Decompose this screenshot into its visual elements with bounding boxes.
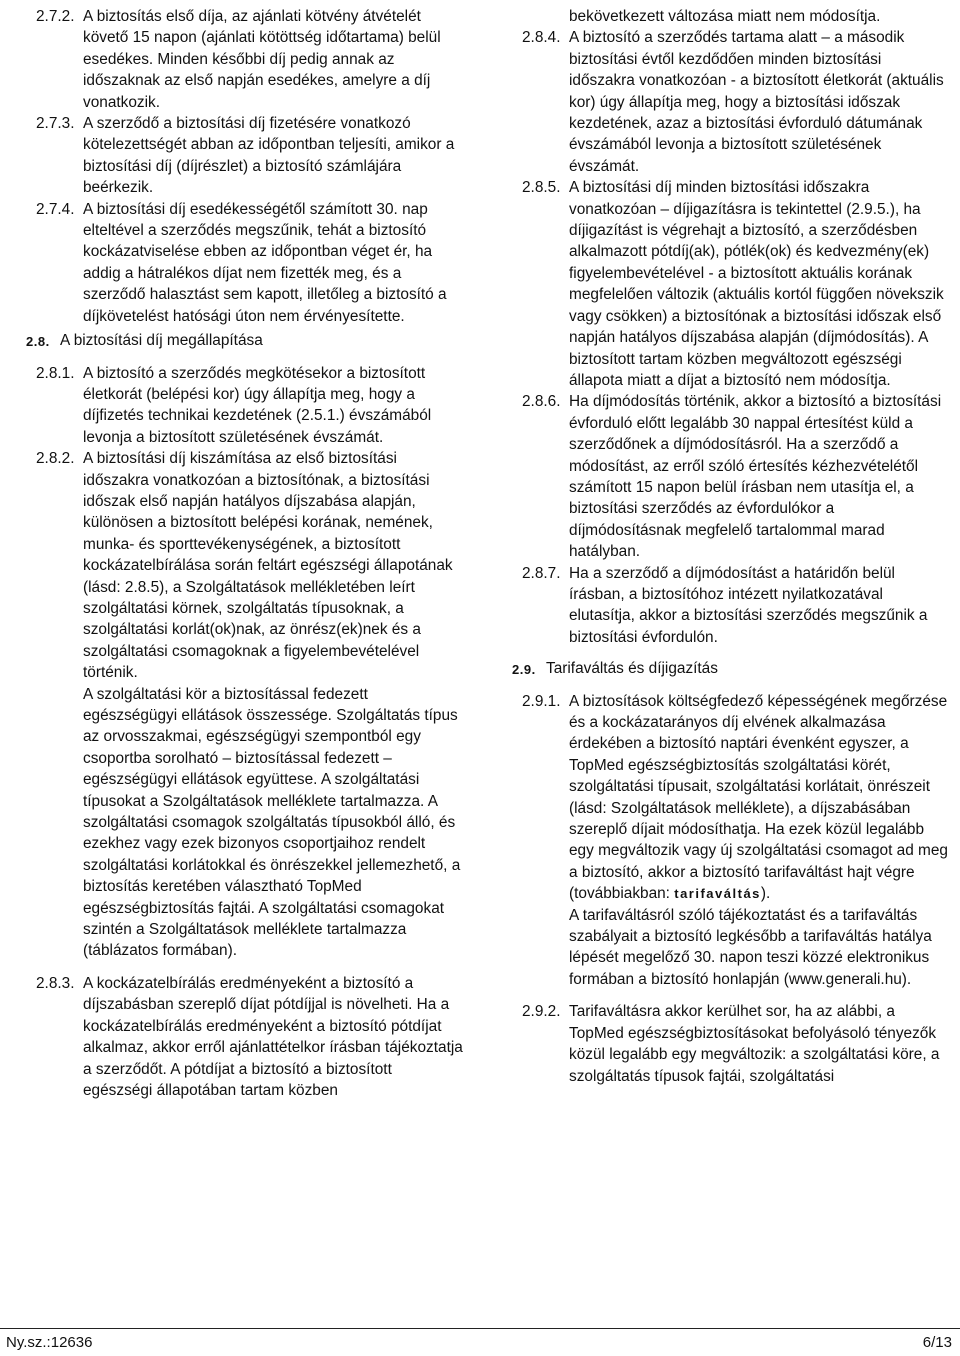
section-2-9 bbox=[512, 658, 950, 680]
clause-2-9-1 bbox=[522, 691, 950, 991]
clause-number: 2.7.2. bbox=[36, 8, 75, 25]
right-column bbox=[512, 6, 950, 1087]
clause-text: A biztosítási díj minden biztosítási időszakra vonatkozóan – díjigazításra is tekintettel (2.9.5.), ha díjigazítást is végrehajt a biztosító, a szerződésben alkalmazott pótdíj(ak), pótlék(ok) és kedvezmény(ek) figyelembevételével - a biztosított aktuális korának megfelelően változik (aktuális kortól függően növekszik vagy csökken) a biztosítónak a biztosítási időszak első napján hatályos díjszabása alapján (díjmódosítás). A biztosított tartam közben megváltozott egészségi állapota miatt a díjat a biztosító nem módosítja. bbox=[569, 179, 944, 389]
section-number: 2.9. bbox=[512, 662, 536, 678]
clause-text: bekövetkezett változása miatt nem módosítja. bbox=[569, 8, 881, 25]
document-id: Ny.sz.:12636 bbox=[6, 1334, 93, 1351]
clause-text: A biztosítás első díja, az ajánlati kötvény átvételét követő 15 napon (ajánlati kötöttség időtartama) belül esedékes. Minden későbbi díj pedig annak az időszaknak az első napján esedékes, amelyre a díj vonatkozik. bbox=[83, 8, 441, 111]
clause-text: A biztosítási díj kiszámítása az első biztosítási időszakra vonatkozóan a biztosítónak, a biztosítási időszak első napján hatályos díjszabása alapján, különösen a biztosított belépési korának, nemének, munka- és sporttevékenységének, a biztosított kockázatelbírálása során feltárt egészségi állapotának (lásd: 2.8.5), a Szolgáltatások mellékletében leírt szolgáltatási körnek, szolgáltatás típusoknak, a szolgáltatási korlát(ok)nak, az önrész(ek)nek és a szolgáltatási csomagoknak a figyelembevételével történik. bbox=[83, 450, 453, 682]
clause-text: A szerződő a biztosítási díj fizetésére vonatkozó kötelezettségét abban az időpontban teljesíti, amikor a biztosítási díj (díjrészlet) a biztosító számlájára beérkezik. bbox=[83, 115, 455, 197]
clause-2-8-1 bbox=[36, 363, 464, 449]
clause-text: Tarifaváltásra akkor kerülhet sor, ha az alábbi, a TopMed egészségbiztosításokat befolyásoló tényezők közül legalább egy megváltozik: a szolgáltatási köre, a szolgáltatás típusok fajtái, szolgáltatási bbox=[569, 1003, 940, 1085]
clause-text-part: A biztosítások költségfedező képességének megőrzése és a kockázatarányos díj elvének alkalmazása érdekében a biztosító naptári évenként egyszer, a TopMed egészségbiztosítás szolgáltatási körét, szolgáltatási típusait, szolgáltatási korlátait, önrészeit (lásd: Szolgáltatások melléklete), a díjszabásában szereplő díjait módosíthatja. Ha ezek közül legalább egy megváltozik vagy új szolgáltatási csomagot ad meg a biztosító, akkor a biztosító tarifaváltást hajt végre (továbbiakban: bbox=[569, 692, 948, 903]
clause-text: A biztosítási díj esedékességétől számított 30. nap elteltével a szerződés megszűnik, tehát a biztosító kockázatviselése ebben az időpontban véget ér, ha addig a hátralékos díjat nem fizették meg, és a szerződő halasztást sem kapott, illetőleg a biztosító a díjkövetelést hatósági úton nem érvényesítette. bbox=[83, 200, 447, 325]
clause-number: 2.8.6. bbox=[522, 393, 561, 411]
clause-number: 2.9.1. bbox=[522, 692, 561, 710]
section-title: Tarifaváltás és díjigazítás bbox=[546, 660, 718, 678]
clause-text: A kockázatelbírálás eredményeként a biztosító a díjszabásban szereplő díjat pótdíjjal is növelheti. Ha a kockázatelbírálás eredményeként a biztosító pótdíjat alkalmaz, akkor erről ajánlattételkor írásban tájékoztatja a szerződőt. A pótdíjat a biztosító a biztosított egészségi állapotában tartam közben bbox=[83, 974, 463, 1099]
clause-text-continued: A szolgáltatási kör a biztosítással fedezett egészségügyi ellátások összessége. Szolgáltatás típus az orvosszakmai, egészségügyi szempontból egy csoportba sorolható – biztosítással fedezett – egészségügyi ellátások együttese. A szolgáltatási típusokat a Szolgáltatások melléklete tartalmazza. A szolgáltatási csomagok szolgáltatás típusokból álló, és ezekhez vagy ezek bizonyos csoportjaihoz rendelt szolgáltatási korlátokkal és önrészekkel jellemezhető, a biztosítás keretében választható TopMed egészségbiztosítás fajtái. A szolgáltatási csomagokat szintén a Szolgáltatások melléklete tartalmazza (táblázatos formában). bbox=[83, 685, 461, 960]
page-number: 6/13 bbox=[922, 1334, 952, 1351]
clause-2-8-4 bbox=[522, 27, 950, 177]
clause-number: 2.7.3. bbox=[36, 115, 75, 133]
clause-continuation bbox=[522, 6, 950, 27]
clause-text: Ha díjmódosítás történik, akkor a biztosító a biztosítási évforduló előtt legalább 30 nappal értesítést küld a szerződőnek a díjmódosításról. Ha a szerződő a módosítást, az erről szóló értesítés kézhezvételétől számított 15 napon belül írásban nem utasítja el, a biztosítási szerződés az évfordulókor a díjmódosításnak megfelelő tartalommal marad hatályban. bbox=[569, 393, 942, 561]
left-column bbox=[26, 6, 464, 1101]
section-number: 2.8. bbox=[26, 334, 50, 350]
clause-number: 2.7.4. bbox=[36, 200, 75, 218]
clause-number: 2.8.2. bbox=[36, 450, 75, 468]
clause-2-8-3 bbox=[36, 973, 464, 1101]
clause-number: 2.8.4. bbox=[522, 29, 561, 47]
clause-2-7-2 bbox=[36, 6, 464, 113]
section-2-8 bbox=[26, 330, 464, 352]
clause-number: 2.8.1. bbox=[36, 364, 75, 382]
footer-divider bbox=[0, 1328, 960, 1329]
page-footer bbox=[0, 1328, 960, 1356]
clause-2-9-2 bbox=[522, 1001, 950, 1087]
clause-2-8-7 bbox=[522, 563, 950, 649]
clause-text: Ha a szerződő a díjmódosítást a határidőn belül írásban, a biztosítóhoz intézett nyilatkozatával elutasítja, akkor a biztosítási szerződés megszűnik a biztosítási évfordulón. bbox=[569, 564, 928, 646]
section-title: A biztosítási díj megállapítása bbox=[60, 332, 263, 350]
clause-number: 2.8.3. bbox=[36, 974, 75, 992]
clause-text bbox=[569, 691, 950, 905]
clause-2-7-3 bbox=[36, 113, 464, 199]
clause-number: 2.9.2. bbox=[522, 1003, 561, 1021]
clause-number: 2.8.5. bbox=[522, 179, 561, 197]
clause-text-part: ). bbox=[760, 885, 771, 903]
clause-text-continued: A tarifaváltásról szóló tájékoztatást és a tarifaváltás szabályait a biztosító legkésőbb a tarifaváltás hatálya lépését megelőző 30. napon teszi közzé elektronikus formában a biztosító honlapján (www.generali.hu). bbox=[569, 906, 932, 988]
defined-term: tarifaváltás bbox=[674, 886, 761, 902]
clause-2-7-4 bbox=[36, 199, 464, 327]
clause-2-8-2 bbox=[36, 448, 464, 962]
clause-text: A biztosító a szerződés tartama alatt – a második biztosítási évtől kezdődően minden biztosítási időszakra vonatkozóan - a biztosított életkorát (aktuális kor) úgy állapítja meg, hogy a biztosítási időszak kezdetének, azaz a biztosítási évforduló dátumának évszámából levonja a biztosított születésének évszámát. bbox=[569, 29, 944, 175]
clause-2-8-6 bbox=[522, 391, 950, 562]
clause-text: A biztosító a szerződés megkötésekor a biztosított életkorát (belépési kor) úgy állapítja meg, hogy a díjfizetés technikai kezdetének (2.5.1.) évszámából levonja a biztosított születésének évszámát. bbox=[83, 364, 432, 446]
clause-2-8-5 bbox=[522, 177, 950, 391]
clause-number: 2.8.7. bbox=[522, 564, 561, 582]
